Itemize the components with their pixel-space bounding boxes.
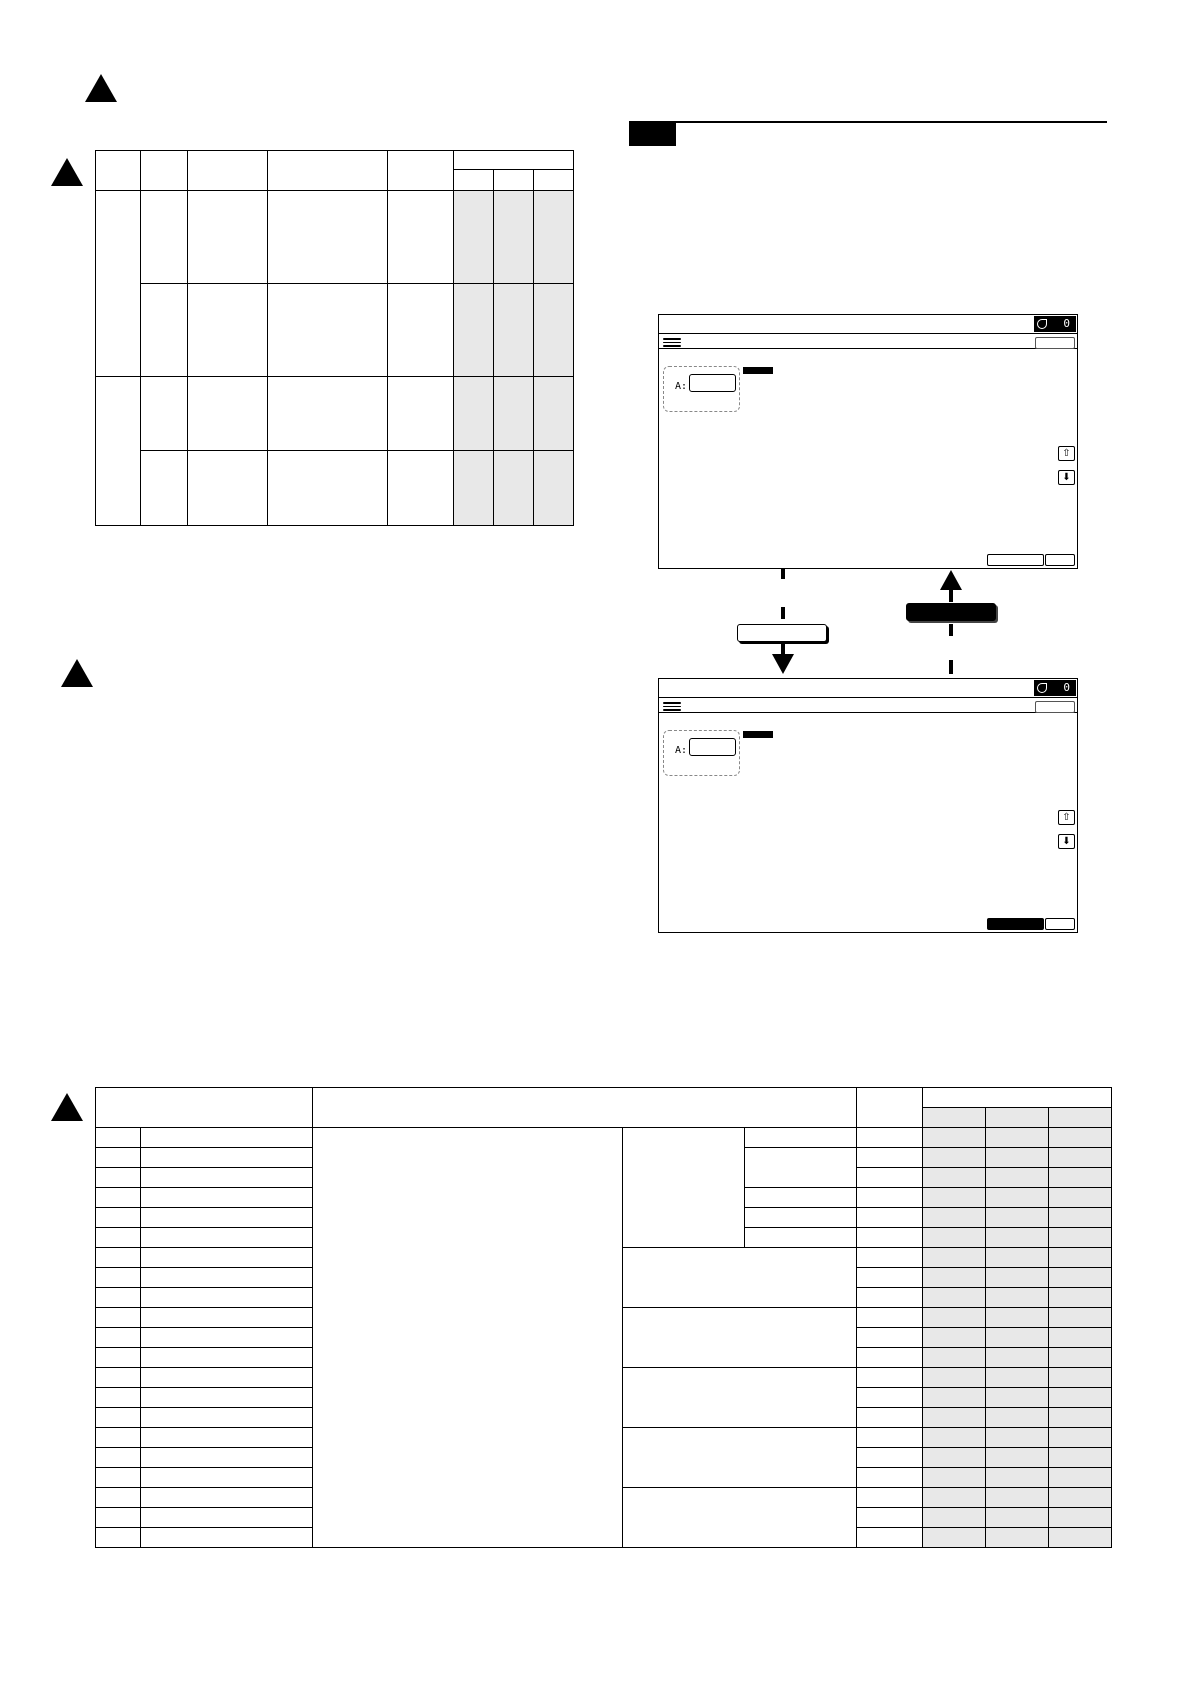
copy-counter (1034, 680, 1076, 696)
section-tab (629, 123, 676, 146)
screen-sub-bar (659, 698, 1077, 713)
arrow-down-icon[interactable]: ⬇ (1058, 834, 1075, 849)
caution-icon (51, 158, 83, 186)
forward-button[interactable] (737, 624, 827, 642)
screen-mockup-bottom (658, 678, 1078, 933)
caution-icon (85, 74, 117, 102)
screen-mockup-top (658, 314, 1078, 569)
selected-tag (743, 731, 773, 738)
counter-icon (1037, 319, 1047, 329)
lower-settings-table (95, 1087, 1112, 1548)
selected-tag (743, 367, 773, 374)
caution-icon (51, 1093, 83, 1121)
table-header-row (96, 151, 574, 170)
back-button[interactable] (1045, 918, 1075, 930)
execute-button[interactable] (987, 554, 1044, 566)
flow-line-up (949, 624, 953, 636)
counter-value: 0 (1063, 681, 1070, 694)
flow-line-down (781, 642, 785, 654)
arrow-down-icon (772, 654, 794, 674)
field-label: A: (675, 381, 688, 392)
flow-line-down (781, 607, 785, 619)
ok-button[interactable] (1035, 337, 1075, 349)
flow-line-down (781, 569, 785, 579)
arrow-up-icon (940, 570, 962, 590)
screen-title-bar (659, 315, 1077, 334)
table-header-row (96, 1088, 1112, 1108)
arrow-up-icon[interactable]: ⇧ (1058, 810, 1075, 825)
ok-button[interactable] (1035, 701, 1075, 713)
menu-icon[interactable] (663, 336, 681, 347)
counter-icon (1037, 683, 1047, 693)
field-label: A: (675, 745, 688, 756)
table-row (96, 284, 574, 377)
table-row (96, 377, 574, 451)
arrow-up-icon[interactable]: ⇧ (1058, 446, 1075, 461)
input-group (663, 730, 740, 776)
table-row (96, 191, 574, 284)
execute-button[interactable] (987, 918, 1044, 930)
screen-sub-bar (659, 334, 1077, 349)
arrow-down-icon[interactable]: ⬇ (1058, 470, 1075, 485)
table-row (96, 451, 574, 526)
table-row (96, 1128, 1112, 1148)
section-rule (629, 121, 1107, 123)
value-field[interactable] (689, 374, 736, 392)
input-group (663, 366, 740, 412)
flow-line-up (949, 660, 953, 674)
caution-icon (61, 659, 93, 687)
flow-line-up (949, 590, 953, 602)
value-field[interactable] (689, 738, 736, 756)
counter-value: 0 (1063, 317, 1070, 330)
copy-counter (1034, 316, 1076, 332)
upper-settings-table (95, 150, 574, 526)
return-button[interactable] (906, 603, 996, 621)
menu-icon[interactable] (663, 700, 681, 711)
back-button[interactable] (1045, 554, 1075, 566)
screen-title-bar (659, 679, 1077, 698)
